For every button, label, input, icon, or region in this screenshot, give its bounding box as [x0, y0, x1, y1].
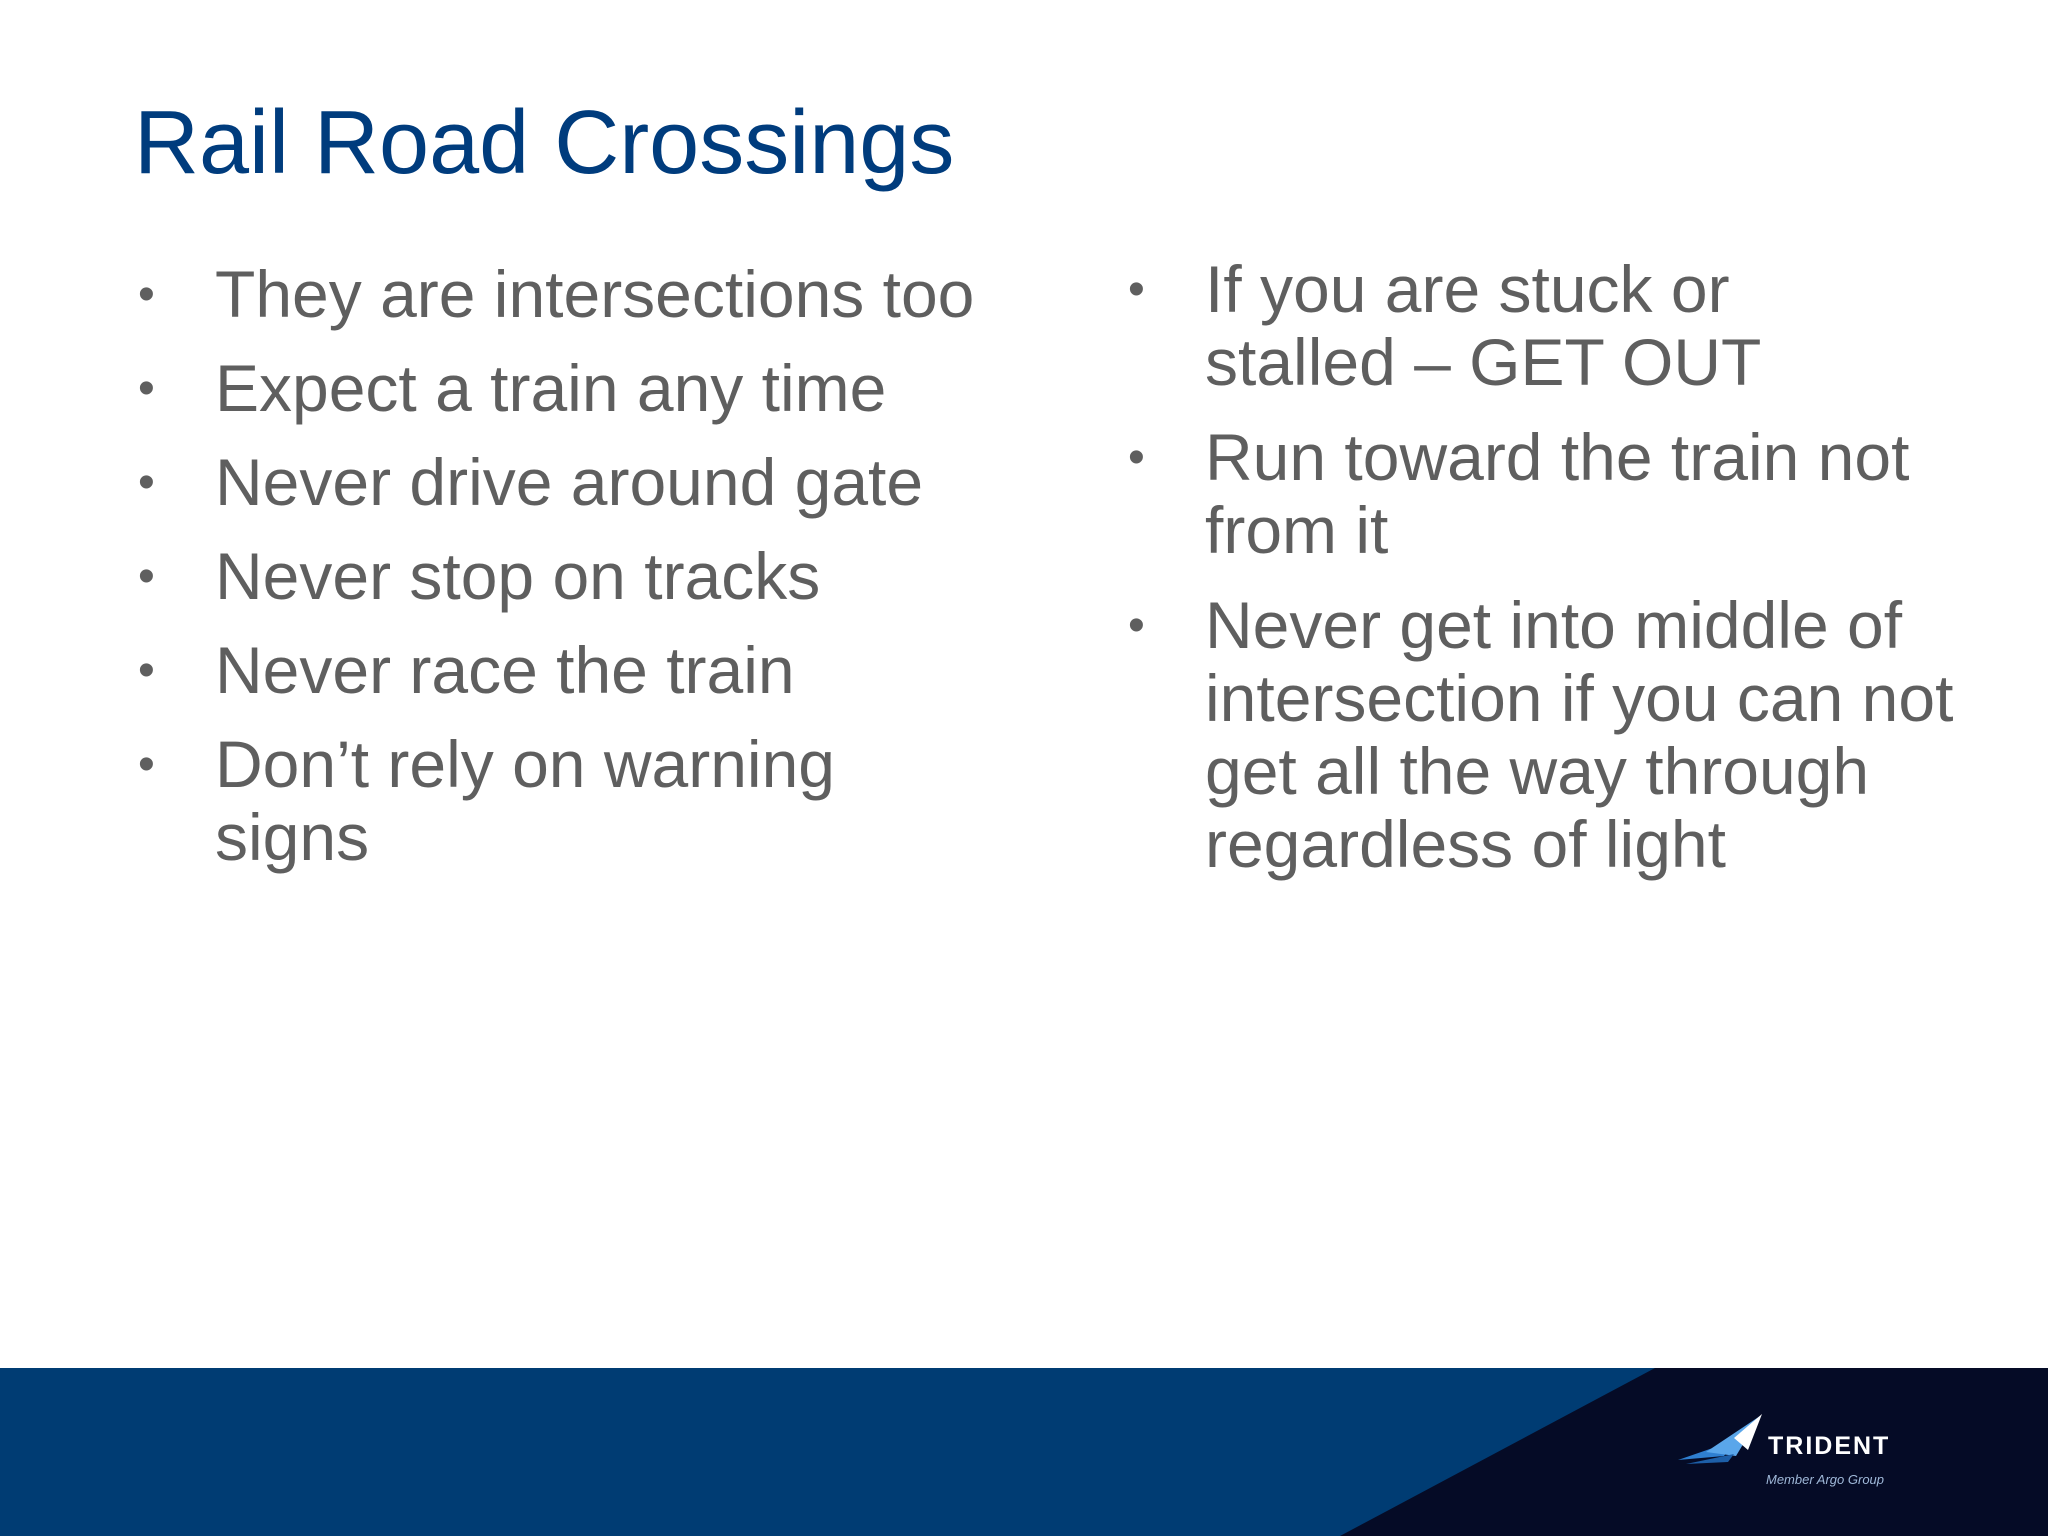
logo-tagline: Member Argo Group: [1766, 1472, 1885, 1487]
right-bullet-list: [1124, 253, 1994, 903]
bullet-icon: •: [138, 738, 155, 791]
bullet-icon: •: [138, 268, 155, 321]
list-item: [134, 446, 1034, 519]
trident-logo: [1676, 1412, 1906, 1492]
bullet-text: They are intersections too: [215, 257, 975, 331]
bullet-icon: •: [138, 362, 155, 415]
bullet-text: Never race the train: [215, 633, 795, 707]
bullet-text: Don’t rely on warning signs: [215, 727, 835, 874]
bullet-icon: •: [138, 550, 155, 603]
bullet-text: Never get into middle of intersection if you can not get all the way through regardless of light: [1205, 588, 1954, 881]
list-item: [1124, 253, 1845, 399]
list-item: [134, 352, 1034, 425]
slide-title: Rail Road Crossings: [134, 93, 955, 193]
bullet-text: Run toward the train not from it: [1205, 420, 1910, 567]
list-item: [134, 728, 955, 874]
bullet-icon: •: [1128, 263, 1145, 316]
list-item: [134, 634, 1034, 707]
bullet-icon: •: [138, 644, 155, 697]
bullet-icon: •: [1128, 431, 1145, 484]
list-item: [1124, 421, 2005, 567]
bullet-icon: •: [138, 456, 155, 509]
trident-logo-icon: [1676, 1412, 1772, 1472]
list-item: [1124, 589, 1995, 881]
list-item: [134, 540, 1034, 613]
bullet-icon: •: [1128, 599, 1145, 652]
logo-wordmark: TRIDENT: [1768, 1432, 1891, 1460]
bullet-text: If you are stuck or stalled – GET OUT: [1205, 252, 1762, 399]
bullet-text: Never stop on tracks: [215, 539, 821, 613]
bullet-text: Expect a train any time: [215, 351, 887, 425]
list-item: [134, 258, 1034, 331]
bullet-text: Never drive around gate: [215, 445, 924, 519]
left-bullet-list: [134, 258, 1034, 895]
